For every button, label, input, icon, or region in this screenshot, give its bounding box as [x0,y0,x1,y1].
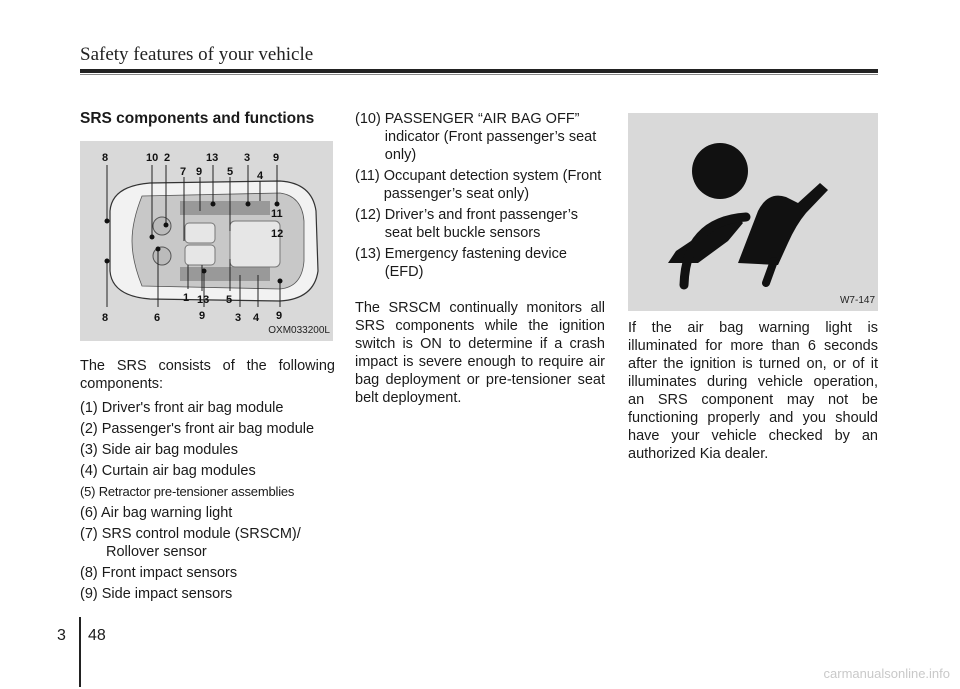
list-item [355,245,605,281]
curtain-airbag-upper [180,201,270,215]
component-list [80,399,335,603]
callout: 3 [244,152,251,164]
callout: 13 [206,152,219,164]
callout: 8 [102,312,109,324]
watermark: carmanualsonline.info [823,666,950,681]
list-item [355,110,605,164]
callout: 3 [235,312,242,324]
list-text: Emergency fastening device (EFD) [384,246,567,280]
list-item: (1) Driver's front air bag module [80,400,284,416]
intro-text: The SRS consists of the following components: [80,358,335,392]
list-item: (9) Side impact sensors [80,586,233,602]
callout: 9 [276,310,283,322]
list-item: (4) Curtain air bag modules [80,463,256,479]
callout: 13 [197,294,210,306]
component-list-continued [355,110,605,281]
figure-code: OXM033200L [268,325,330,336]
monitoring-paragraph: The SRSCM continually monitors all SRS components while the ignition switch is ON to determine if a crash impact is severe enough to require air bag deployment or pre-tensioner seat belt deployment. [355,300,605,406]
callout: 8 [102,152,109,164]
list-number: (12) [355,207,381,223]
front-airbag-passenger [153,217,171,235]
list-text: Occupant detection system (Front passenger’s seat only) [383,168,602,202]
list-item: (7) SRS control module (SRSCM)/ Rollover sensor [80,526,301,560]
callout: 4 [257,170,264,182]
section-title: SRS components and functions [80,110,315,127]
callout: 9 [199,310,206,322]
curtain-airbag-lower [180,267,270,281]
list-number: (10) [355,111,381,127]
list-number: (11) [355,168,380,184]
warning-paragraph: If the air bag warning light is illuminated for more than 6 seconds after the ignition is turned on, or of it illuminates during vehicle operation, an SRS component may not be functioning properly and you should have your vehicle checked by an authorized Kia dealer. [628,320,878,462]
warning-light-figure [628,113,878,311]
list-item: (5) Retractor pre-tensioner assemblies [80,484,295,499]
callout: 4 [253,312,260,324]
page-header-title: Safety features of your vehicle [80,44,314,65]
column-left [80,110,335,606]
header-rule [80,69,878,73]
front-seat-lower [185,245,215,265]
column-right [628,110,878,463]
figure-code: W7-147 [839,295,875,306]
list-item: (2) Passenger's front air bag module [80,421,315,437]
list-item: (8) Front impact sensors [80,565,238,581]
column-middle [355,110,605,407]
callout: 6 [154,312,161,324]
page-number: 48 [88,627,106,644]
callout: 10 [146,152,159,164]
callout: 5 [227,166,234,178]
srs-components-figure [80,141,333,341]
callout: 9 [273,152,280,164]
list-item [355,167,605,203]
list-text: PASSENGER “AIR BAG OFF” indicator (Front passenger’s seat only) [384,111,597,163]
callout: 11 [271,208,283,220]
car-top-view-diagram [80,141,333,341]
list-text: Driver’s and front passenger’s seat belt buckle sensors [384,207,578,241]
airbag-warning-icon [628,113,878,311]
callout: 9 [196,166,203,178]
list-item: (3) Side air bag modules [80,442,238,458]
header-rule-thin [80,74,878,75]
callout: 5 [226,294,233,306]
callout: 12 [271,228,284,240]
list-item: (6) Air bag warning light [80,505,233,521]
front-seat-upper [185,223,215,243]
list-number: (13) [355,246,381,262]
callout: 1 [183,292,190,304]
callout: 7 [180,166,187,178]
callout: 2 [164,152,171,164]
list-item [355,206,605,242]
footer-rule [79,617,81,687]
chapter-number: 3 [57,627,66,644]
